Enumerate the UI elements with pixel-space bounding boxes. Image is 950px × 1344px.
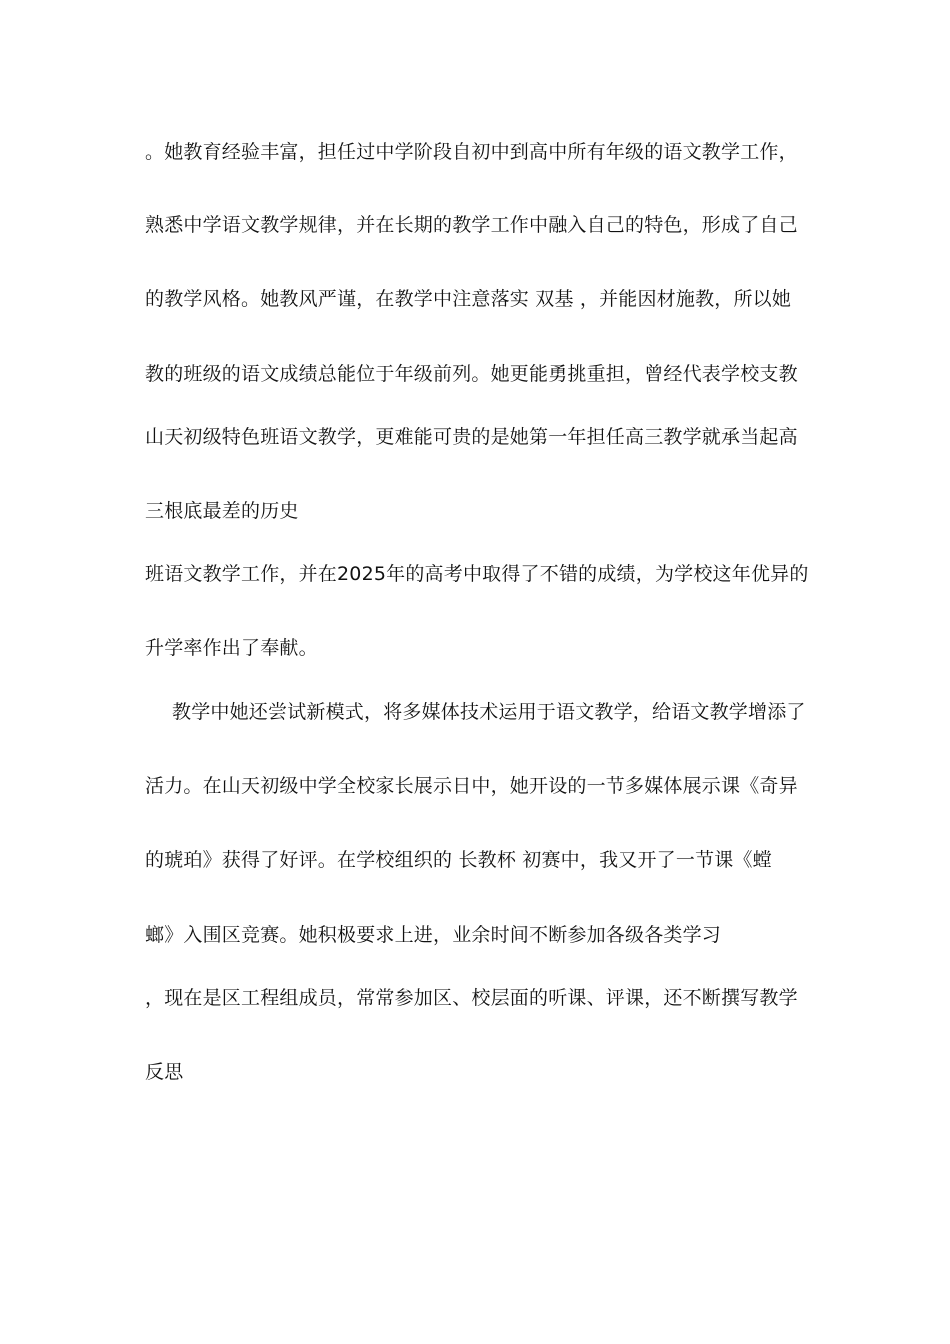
paragraph-line: 升学率作出了奉献。 bbox=[145, 637, 318, 659]
paragraph-line: 的教学风格。她教风严谨，在教学中注意落实 双基 ，并能因材施教，所以她 bbox=[145, 288, 792, 310]
paragraph-line: 活力。在山天初级中学全校家长展示日中，她开设的一节多媒体展示课《奇异 bbox=[145, 775, 798, 797]
paragraph-line: ，现在是区工程组成员，常常参加区、校层面的听课、评课，还不断撰写教学 bbox=[145, 987, 798, 1009]
paragraph-line: 三根底最差的历史 bbox=[145, 500, 299, 522]
paragraph-line: 班语文教学工作，并在2025年的高考中取得了不错的成绩，为学校这年优异的 bbox=[145, 563, 809, 585]
paragraph-line: 山天初级特色班语文教学，更难能可贵的是她第一年担任高三教学就承当起高 bbox=[145, 426, 798, 448]
paragraph-line: 教的班级的语文成绩总能位于年级前列。她更能勇挑重担，曾经代表学校支教 bbox=[145, 363, 798, 385]
paragraph-line: 。她教育经验丰富，担任过中学阶段自初中到高中所有年级的语文教学工作， bbox=[145, 141, 798, 163]
paragraph-line: 螂》入围区竞赛。她积极要求上进，业余时间不断参加各级各类学习 bbox=[145, 924, 722, 946]
paragraph-line: 教学中她还尝试新模式，将多媒体技术运用于语文教学，给语文教学增添了 bbox=[172, 701, 806, 723]
paragraph-line: 的琥珀》获得了好评。在学校组织的 长教杯 初赛中，我又开了一节课《螳 bbox=[145, 849, 772, 871]
paragraph-line: 熟悉中学语文教学规律，并在长期的教学工作中融入自己的特色，形成了自己 bbox=[145, 214, 798, 236]
paragraph-line: 反思 bbox=[145, 1061, 184, 1083]
